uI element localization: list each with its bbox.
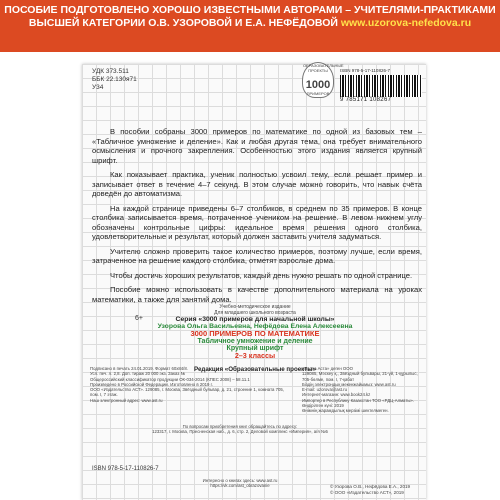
paragraph: На каждой странице приведены 6–7 столбиков, в среднем по 35 примеров. В конце столбика записывается время, потраченное учеником на решение. В левом нижнем углу обозначены контрольные цифры: идеальное время решения одного столбика, удовлетворительные и результат, который должен заставить учителя задуматься.	[92, 203, 422, 241]
book-title: 3000 ПРИМЕРОВ ПО МАТЕМАТИКЕ	[190, 329, 320, 339]
vk-link[interactable]: https://vk.com/ast_obrazovanie	[210, 483, 270, 489]
publication-credits	[150, 304, 360, 373]
copyright-publisher: © ООО «Издательство АСТ», 2019	[330, 489, 404, 495]
print-info-line: Общероссийский классификатор продукции ОК-034-2014 (КПЕС 2008) – 58.11.1	[90, 376, 250, 382]
book-subtitle-2: Крупный шрифт	[226, 344, 284, 352]
paragraph: Учителю сложно проверить такое количество примеров, поэтому лучше, если время, затраченное на решение каждого столбика, отметят взрослые дома.	[92, 246, 422, 265]
publisher-line: Импортер в Республику Казахстан ТОО «РДЦ-Алматы».	[302, 397, 414, 403]
publisher-line: E-mail: uzorova@ast.ru	[302, 387, 347, 393]
udk-codes	[92, 68, 137, 92]
paragraph: Пособие можно использовать в качестве дополнительного материала на уроках математики, а также для занятий дома.	[92, 285, 422, 304]
badge-number: 1000	[305, 79, 331, 91]
publisher-line: 129085, Мәскеу қ., Звёздный бульвары, 21-үй, 1-құрылыс, 705-бөлме, пом. I, 7-қабат	[302, 371, 418, 382]
barcode-digits: 9 785171 108267	[340, 97, 392, 103]
badge-sub: ПРИМЕРОВ	[306, 91, 330, 96]
udk-line: УДК 373.511	[92, 68, 129, 75]
publisher-line: Өнімнің жарамдылық мерзімі шектелмеген.	[302, 408, 389, 414]
purchase-line: 123317, г. Москва, Пресненская наб., д. 6, стр. 2, Деловой комплекс «Империя», а/я №5	[152, 429, 328, 435]
copyright-authors: © Узорова О.В., Нефёдова Е.А., 2019	[330, 484, 411, 489]
publisher-line: Біздің электрондық мекенжайымыз: www.ast.ru	[302, 381, 396, 387]
description-text	[92, 127, 422, 309]
social-links	[150, 478, 330, 489]
isbn-line: ISBN 978-5-17-110826-7	[92, 466, 159, 472]
badge-label: ОБРАЗОВАТЕЛЬНЫЕ ПРОЕКТЫ	[303, 63, 344, 73]
print-info-line: Произведено в Российской Федерации. Изготовлено в 2019 г.	[90, 381, 213, 387]
edition-line: Редакция «Образовательные проекты»	[193, 366, 317, 374]
paragraph: Чтобы достичь хороших результатов, каждый день нужно решать по одной странице.	[110, 270, 413, 280]
banner-authors: ВЫСШЕЙ КАТЕГОРИИ О.В. УЗОРОВОЙ И Е.А. НЕФЁДОВОЙ	[28, 17, 338, 29]
series-badge	[302, 62, 344, 98]
author-mark: У34	[92, 84, 104, 91]
publisher-line: «Баспа Аста» деген ООО	[302, 366, 353, 371]
publisher-line: Интернет-магазин: www.book24.kz	[302, 392, 371, 398]
series-title: Серия «3000 примеров для начальной школы»	[175, 316, 335, 323]
purchase-line: По вопросам приобретения книг обращайтесь по адресу:	[182, 424, 298, 429]
print-info-line: Подписано в печать 24.01.2019. Формат 60х84/8.	[90, 366, 188, 371]
author-banner	[0, 0, 500, 52]
print-info-line: ООО «Издательство АСТ». 129085, г. Москва, Звёздный бульвар, д. 21, строение 1, комната 705, пом. I, 7 этаж.	[90, 387, 284, 398]
banner-website-link[interactable]: www.uzorova-nefedova.ru	[340, 17, 472, 29]
publisher-line: Өндірілген күні: 2019	[302, 403, 344, 409]
age-rating: 6+	[135, 315, 143, 322]
purchase-info	[150, 424, 330, 435]
print-info	[90, 366, 290, 403]
book-subtitle-1: Табличное умножение и деление	[197, 337, 313, 345]
barcode-bars	[340, 75, 422, 97]
print-info-line: Усл. печ. л. 2,8. Доп. тираж 20 000 экз. Заказ №	[90, 371, 186, 377]
paragraph: В пособии собраны 3000 примеров по математике по одной из базовых тем – «Табличное умножение и деление». Как и любая другая тема, она требует внимательного осмысления и прочного закрепления. Особенностью этого издания является крупный шрифт.	[92, 127, 422, 165]
barcode-isbn: ISBN 978-5-17-110826-7	[340, 68, 390, 73]
bbk-line: ББК 22.130я71	[92, 76, 137, 83]
credits-audience: Для младшего школьного возраста	[214, 310, 296, 316]
authors-line: Узорова Ольга Васильевна, Нефёдова Елена Алексеевна	[157, 323, 353, 331]
banner-line-2	[0, 17, 500, 30]
print-info-line: Наш электронный адрес: www.ast.ru	[90, 397, 163, 403]
site-link[interactable]: Интересно о книгах здесь: www.ast.ru	[202, 478, 278, 483]
copyright	[330, 484, 426, 495]
isbn-barcode	[340, 68, 422, 108]
paragraph: Как показывает практика, ученик полностью усвоил тему, если решает пример и записывает ответ в течение 4–7 секунд. В этом случае можно говорить, что навык счёта доведён до автоматизма.	[92, 170, 422, 198]
banner-line-1: ПОСОБИЕ ПОДГОТОВЛЕНО ХОРОШО ИЗВЕСТНЫМИ АВТОРАМИ – УЧИТЕЛЯМИ-ПРАКТИКАМИ	[4, 4, 496, 16]
credits-type: Учебно-методическое издание	[219, 304, 291, 310]
grade-range: 2–3 классы	[234, 351, 276, 361]
publisher-info-kz	[302, 366, 422, 414]
